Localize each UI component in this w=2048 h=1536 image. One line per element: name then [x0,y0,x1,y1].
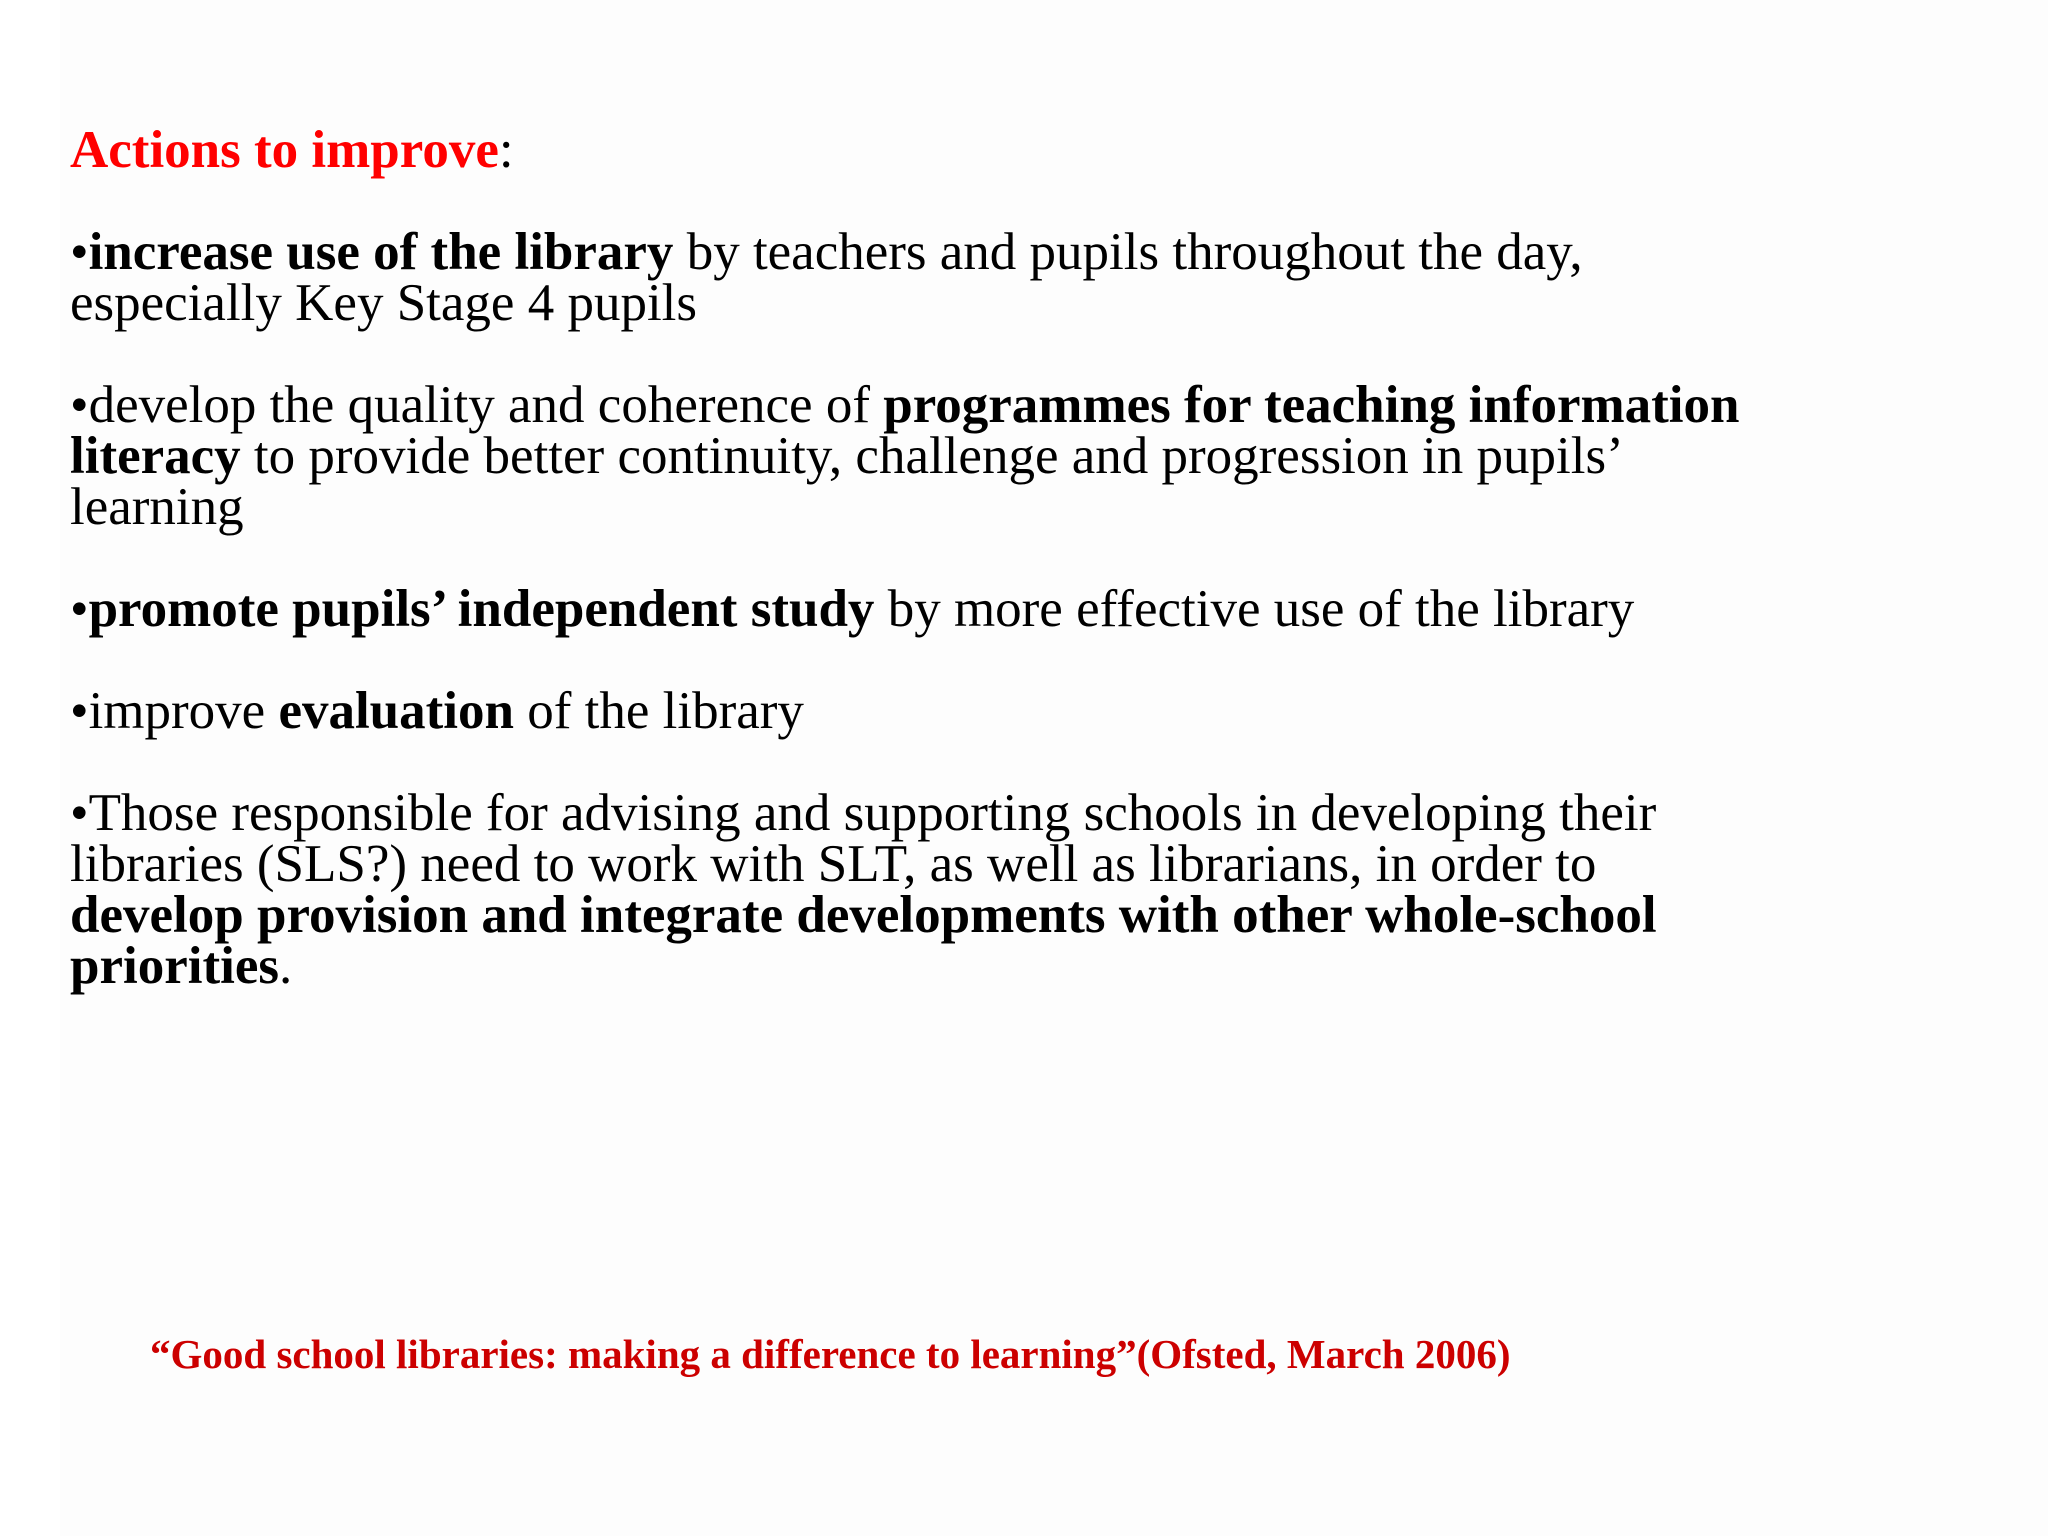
bullet-text: . [279,937,293,995]
bullet-advising-schools [70,784,1970,995]
bullet-text: to provide better continuity, challenge and progression in pupils’ [240,427,1624,485]
bullet-text: of the library [514,682,804,740]
bullet-text: by teachers and pupils throughout the day, [673,223,1583,281]
bullet-independent-study [70,580,1970,638]
bullet-text: learning [70,478,244,536]
bullet-text: Those responsible for advising and supporting schools in developing their [88,784,1657,842]
slide-content [70,121,1970,1043]
bullet-marker: • [70,376,89,434]
bullet-information-literacy [70,376,1970,536]
slide-heading [70,121,1970,179]
bullet-marker: • [70,580,89,638]
heading-suffix: : [498,121,514,179]
bullet-marker: • [70,784,89,842]
bullet-bold-text: promote pupils’ independent study [88,580,875,638]
bullet-bold-text: priorities [70,937,279,995]
bullet-marker: • [70,682,89,740]
bullet-increase-use [70,223,1970,332]
heading-title: Actions to improve [70,121,499,179]
bullet-evaluation [70,682,1970,740]
bullet-text: improve [88,682,279,740]
bullet-text: libraries (SLS?) need to work with SLT, as well as librarians, in order to [70,835,1597,893]
bullet-bold-text: develop provision and integrate developments with other whole-school [70,886,1657,944]
bullet-bold-text: evaluation [278,682,515,740]
bullet-bold-text: increase use of the library [88,223,674,281]
bullet-text: especially Key Stage 4 pupils [70,274,698,332]
bullet-marker: • [70,223,89,281]
citation: “Good school libraries: making a difference to learning”(Ofsted, March 2006) [150,1331,1511,1377]
bullet-bold-text: programmes for teaching information [883,376,1740,434]
bullet-text: by more effective use of the library [874,580,1635,638]
bullet-text: develop the quality and coherence of [88,376,884,434]
bullet-bold-text: literacy [70,427,241,485]
